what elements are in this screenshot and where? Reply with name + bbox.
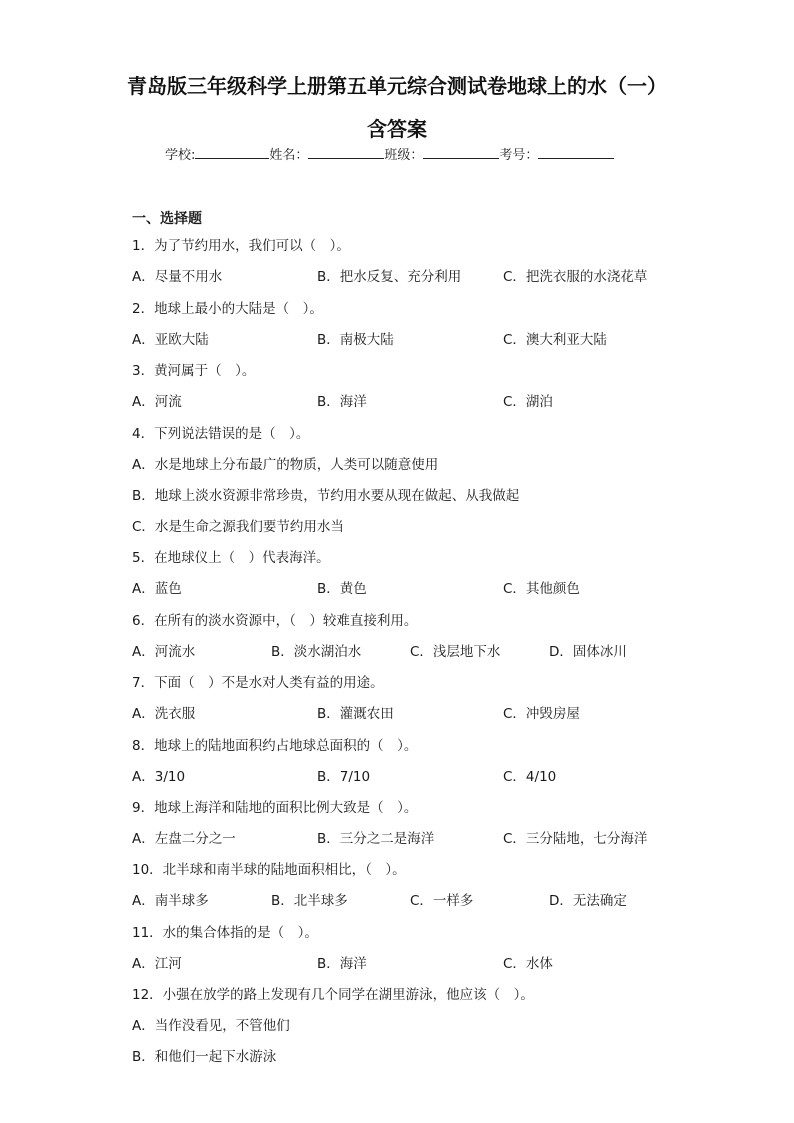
question-2: 2．地球上最小的大陆是（ ）。: [132, 301, 323, 317]
q9-option-c[interactable]: C．三分陆地，七分海洋: [503, 831, 648, 847]
q6-option-d[interactable]: D．固体冰川: [549, 644, 627, 660]
question-7: 7．下面（ ）不是水对人类有益的用途。: [132, 675, 384, 691]
q1-option-a[interactable]: A．尽量不用水: [132, 269, 223, 285]
q11-option-b[interactable]: B．海洋: [317, 956, 367, 972]
exam-title-line2: 含答案: [367, 117, 427, 141]
class-label: 班级：: [384, 148, 424, 163]
q10-option-c[interactable]: C．一样多: [410, 893, 474, 909]
q1-option-b[interactable]: B．把水反复、充分利用: [317, 269, 462, 285]
name-blank[interactable]: [308, 146, 384, 159]
school-label: 学校:: [165, 148, 196, 163]
question-11: 11．水的集合体指的是（ ）。: [132, 925, 318, 941]
q12-option-b[interactable]: B．和他们一起下水游泳: [132, 1049, 277, 1065]
q11-option-a[interactable]: A．江河: [132, 956, 182, 972]
q3-option-a[interactable]: A．河流: [132, 394, 182, 410]
q10-option-b[interactable]: B．北半球多: [271, 893, 348, 909]
question-6: 6．在所有的淡水资源中，（ ）较难直接利用。: [132, 613, 418, 629]
q7-option-c[interactable]: C．冲毁房屋: [503, 706, 580, 722]
q5-option-b[interactable]: B．黄色: [317, 581, 367, 597]
q4-option-b[interactable]: B．地球上淡水资源非常珍贵，节约用水要从现在做起、从我做起: [132, 488, 520, 504]
q10-option-a[interactable]: A．南半球多: [132, 893, 209, 909]
q3-option-b[interactable]: B．海洋: [317, 394, 367, 410]
q9-option-a[interactable]: A．左盘二分之一: [132, 831, 236, 847]
q8-option-c[interactable]: C．4/10: [503, 769, 557, 785]
q7-option-a[interactable]: A．洗衣服: [132, 706, 196, 722]
q2-option-c[interactable]: C．澳大利亚大陆: [503, 332, 607, 348]
q7-option-b[interactable]: B．灌溉农田: [317, 706, 394, 722]
question-8: 8．地球上的陆地面积约占地球总面积的（ ）。: [132, 738, 418, 754]
q10-option-d[interactable]: D．无法确定: [549, 893, 627, 909]
q8-option-a[interactable]: A．3/10: [132, 769, 186, 785]
q4-option-c[interactable]: C．水是生命之源我们要节约用水当: [132, 519, 344, 535]
question-3: 3．黄河属于（ ）。: [132, 363, 256, 379]
q6-option-b[interactable]: B．淡水湖泊水: [271, 644, 362, 660]
q6-option-c[interactable]: C．浅层地下水: [410, 644, 501, 660]
class-blank[interactable]: [423, 146, 499, 159]
q1-option-c[interactable]: C．把洗衣服的水浇花草: [503, 269, 648, 285]
q11-option-c[interactable]: C．水体: [503, 956, 553, 972]
q4-option-a[interactable]: A．水是地球上分布最广的物质，人类可以随意使用: [132, 457, 439, 473]
exam-title-line1: 青岛版三年级科学上册第五单元综合测试卷地球上的水（一）: [127, 74, 667, 98]
number-blank[interactable]: [538, 146, 614, 159]
number-label: 考号：: [499, 148, 539, 163]
q5-option-c[interactable]: C．其他颜色: [503, 581, 580, 597]
q2-option-b[interactable]: B．南极大陆: [317, 332, 394, 348]
q5-option-a[interactable]: A．蓝色: [132, 581, 182, 597]
q8-option-b[interactable]: B．7/10: [317, 769, 371, 785]
question-4: 4．下列说法错误的是（ ）。: [132, 426, 310, 442]
question-1: 1．为了节约用水，我们可以（ ）。: [132, 238, 350, 254]
name-label: 姓名：: [269, 148, 309, 163]
student-info-row: [165, 144, 614, 163]
q9-option-b[interactable]: B．三分之二是海洋: [317, 831, 435, 847]
question-9: 9．地球上海洋和陆地的面积比例大致是（ ）。: [132, 800, 418, 816]
school-blank[interactable]: [195, 146, 269, 159]
question-5: 5．在地球仪上（ ）代表海洋。: [132, 550, 330, 566]
q2-option-a[interactable]: A．亚欧大陆: [132, 332, 209, 348]
section-heading-choice: 一、选择题: [132, 211, 202, 227]
q3-option-c[interactable]: C．湖泊: [503, 394, 553, 410]
q12-option-a[interactable]: A．当作没看见，不管他们: [132, 1018, 290, 1034]
question-10: 10．北半球和南半球的陆地面积相比，（ ）。: [132, 862, 406, 878]
q6-option-a[interactable]: A．河流水: [132, 644, 196, 660]
question-12: 12．小强在放学的路上发现有几个同学在湖里游泳，他应该（ ）。: [132, 987, 534, 1003]
